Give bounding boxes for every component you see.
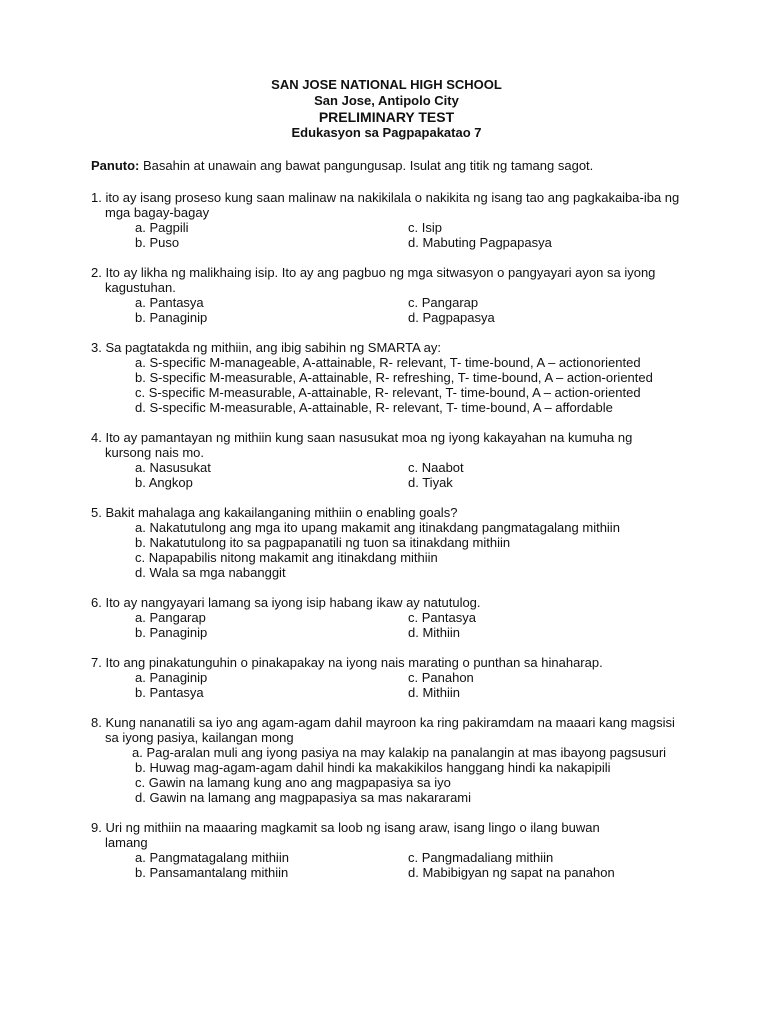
question-8: [91, 715, 682, 805]
question-2: [91, 265, 682, 325]
option-a[interactable]: a. Nakatutulong ang mga ito upang makamit ang itinakdang pangmatagalang mithiin: [135, 520, 620, 535]
option-c[interactable]: c. S-specific M-measurable, A-attainable, R- relevant, T- time-bound, A – action-oriented: [135, 385, 641, 400]
option-a[interactable]: a. Pagpili: [135, 220, 189, 235]
option-b[interactable]: b. Pansamantalang mithiin: [135, 865, 289, 880]
question-3: [91, 340, 682, 415]
question-7: [91, 655, 682, 700]
options: [91, 850, 682, 880]
question-6: [91, 595, 682, 640]
option-b[interactable]: b. S-specific M-measurable, A-attainable, R- refreshing, T- time-bound, A – action-oriented: [135, 370, 653, 385]
options: [91, 520, 682, 580]
option-d[interactable]: d. Pagpapasya: [408, 310, 495, 325]
option-b[interactable]: b. Nakatutulong ito sa pagpapanatili ng tuon sa itinakdang mithiin: [135, 535, 511, 550]
option-d[interactable]: d. Tiyak: [408, 475, 453, 490]
option-b[interactable]: b. Panaginip: [135, 310, 208, 325]
question-text: 2. Ito ay likha ng malikhaing isip. Ito ay ang pagbuo ng mga sitwasyon o pangyayari ayon sa iyong kagustuhan.: [91, 265, 656, 295]
option-d[interactable]: d. Mithiin: [408, 685, 461, 700]
option-a[interactable]: a. Pag-aralan muli ang iyong pasiya na may kalakip na panalangin at mas ibayong pagsusuri: [132, 745, 667, 760]
option-c[interactable]: c. Gawin na lamang kung ano ang magpapasiya sa iyo: [135, 775, 451, 790]
option-a[interactable]: a. Pantasya: [135, 295, 204, 310]
school-location: San Jose, Antipolo City: [314, 93, 459, 108]
option-d[interactable]: d. Mabuting Pagpapasya: [408, 235, 552, 250]
options: [91, 610, 682, 640]
options: [91, 460, 682, 490]
option-c[interactable]: c. Napapabilis nitong makamit ang itinakdang mithiin: [135, 550, 438, 565]
question-text: 3. Sa pagtatakda ng mithiin, ang ibig sabihin ng SMARTA ay:: [91, 340, 442, 355]
option-c[interactable]: c. Isip: [408, 220, 442, 235]
question-4: [91, 430, 682, 490]
instructions-text: Basahin at unawain ang bawat pangungusap. Isulat ang titik ng tamang sagot.: [139, 158, 594, 173]
option-d[interactable]: d. S-specific M-measurable, A-attainable, R- relevant, T- time-bound, A – affordable: [135, 400, 613, 415]
school-name: SAN JOSE NATIONAL HIGH SCHOOL: [271, 77, 502, 92]
options: [91, 670, 682, 700]
option-a[interactable]: a. S-specific M-manageable, A-attainable, R- relevant, T- time-bound, A – actionoriented: [135, 355, 641, 370]
option-b[interactable]: b. Puso: [135, 235, 180, 250]
question-text: 7. Ito ang pinakatunguhin o pinakapakay na iyong nais marating o punthan sa hinaharap.: [91, 655, 603, 670]
option-c[interactable]: c. Pangmadaliang mithiin: [408, 850, 554, 865]
option-b[interactable]: b. Huwag mag-agam-agam dahil hindi ka makakikilos hanggang hindi ka nakapipili: [135, 760, 611, 775]
subject-title: Edukasyon sa Pagpapakatao 7: [291, 125, 482, 140]
question-1: [91, 190, 682, 250]
options: [91, 295, 682, 325]
question-text: 8. Kung nananatili sa iyo ang agam-agam dahil mayroon ka ring pakiramdam na maaari kang magsisi sa iyong pasiya, kailangan mong: [91, 715, 675, 745]
option-d[interactable]: d. Wala sa mga nabanggit: [135, 565, 286, 580]
question-text: 5. Bakit mahalaga ang kakailanganing mithiin o enabling goals?: [91, 505, 458, 520]
options: [91, 220, 682, 250]
question-text: 6. Ito ay nangyayari lamang sa iyong isip habang ikaw ay natutulog.: [91, 595, 481, 610]
option-a[interactable]: a. Nasusukat: [135, 460, 211, 475]
option-a[interactable]: a. Pangmatagalang mithiin: [135, 850, 289, 865]
option-c[interactable]: c. Naabot: [408, 460, 464, 475]
option-a[interactable]: a. Panaginip: [135, 670, 208, 685]
option-c[interactable]: c. Panahon: [408, 670, 474, 685]
question-text: 1. ito ay isang proseso kung saan malinaw na nakikilala o nakikita ng isang tao ang pagkakaiba-iba ng mga bagay-bagay: [91, 190, 680, 220]
option-d[interactable]: d. Mabibigyan ng sapat na panahon: [408, 865, 615, 880]
option-a[interactable]: a. Pangarap: [135, 610, 206, 625]
option-c[interactable]: c. Pantasya: [408, 610, 476, 625]
option-d[interactable]: d. Mithiin: [408, 625, 461, 640]
option-b[interactable]: b. Angkop: [135, 475, 193, 490]
option-d[interactable]: d. Gawin na lamang ang magpapasiya sa mas nakararami: [135, 790, 472, 805]
options: [91, 355, 682, 415]
question-text: 4. Ito ay pamantayan ng mithiin kung saan nasusukat moa ng iyong kakayahan na kumuha ng kursong nais mo.: [91, 430, 633, 460]
option-c[interactable]: c. Pangarap: [408, 295, 479, 310]
test-title: PRELIMINARY TEST: [318, 109, 455, 125]
question-text: 9. Uri ng mithiin na maaaring magkamit sa loob ng isang araw, isang lingo o ilang buwan lamang: [91, 820, 600, 850]
option-b[interactable]: b. Panaginip: [135, 625, 208, 640]
question-5: [91, 505, 682, 580]
question-9: [91, 820, 682, 880]
instructions-label: Panuto:: [91, 158, 140, 173]
options: [91, 745, 682, 805]
option-b[interactable]: b. Pantasya: [135, 685, 204, 700]
instructions: [91, 158, 682, 173]
document-header: [91, 77, 682, 141]
